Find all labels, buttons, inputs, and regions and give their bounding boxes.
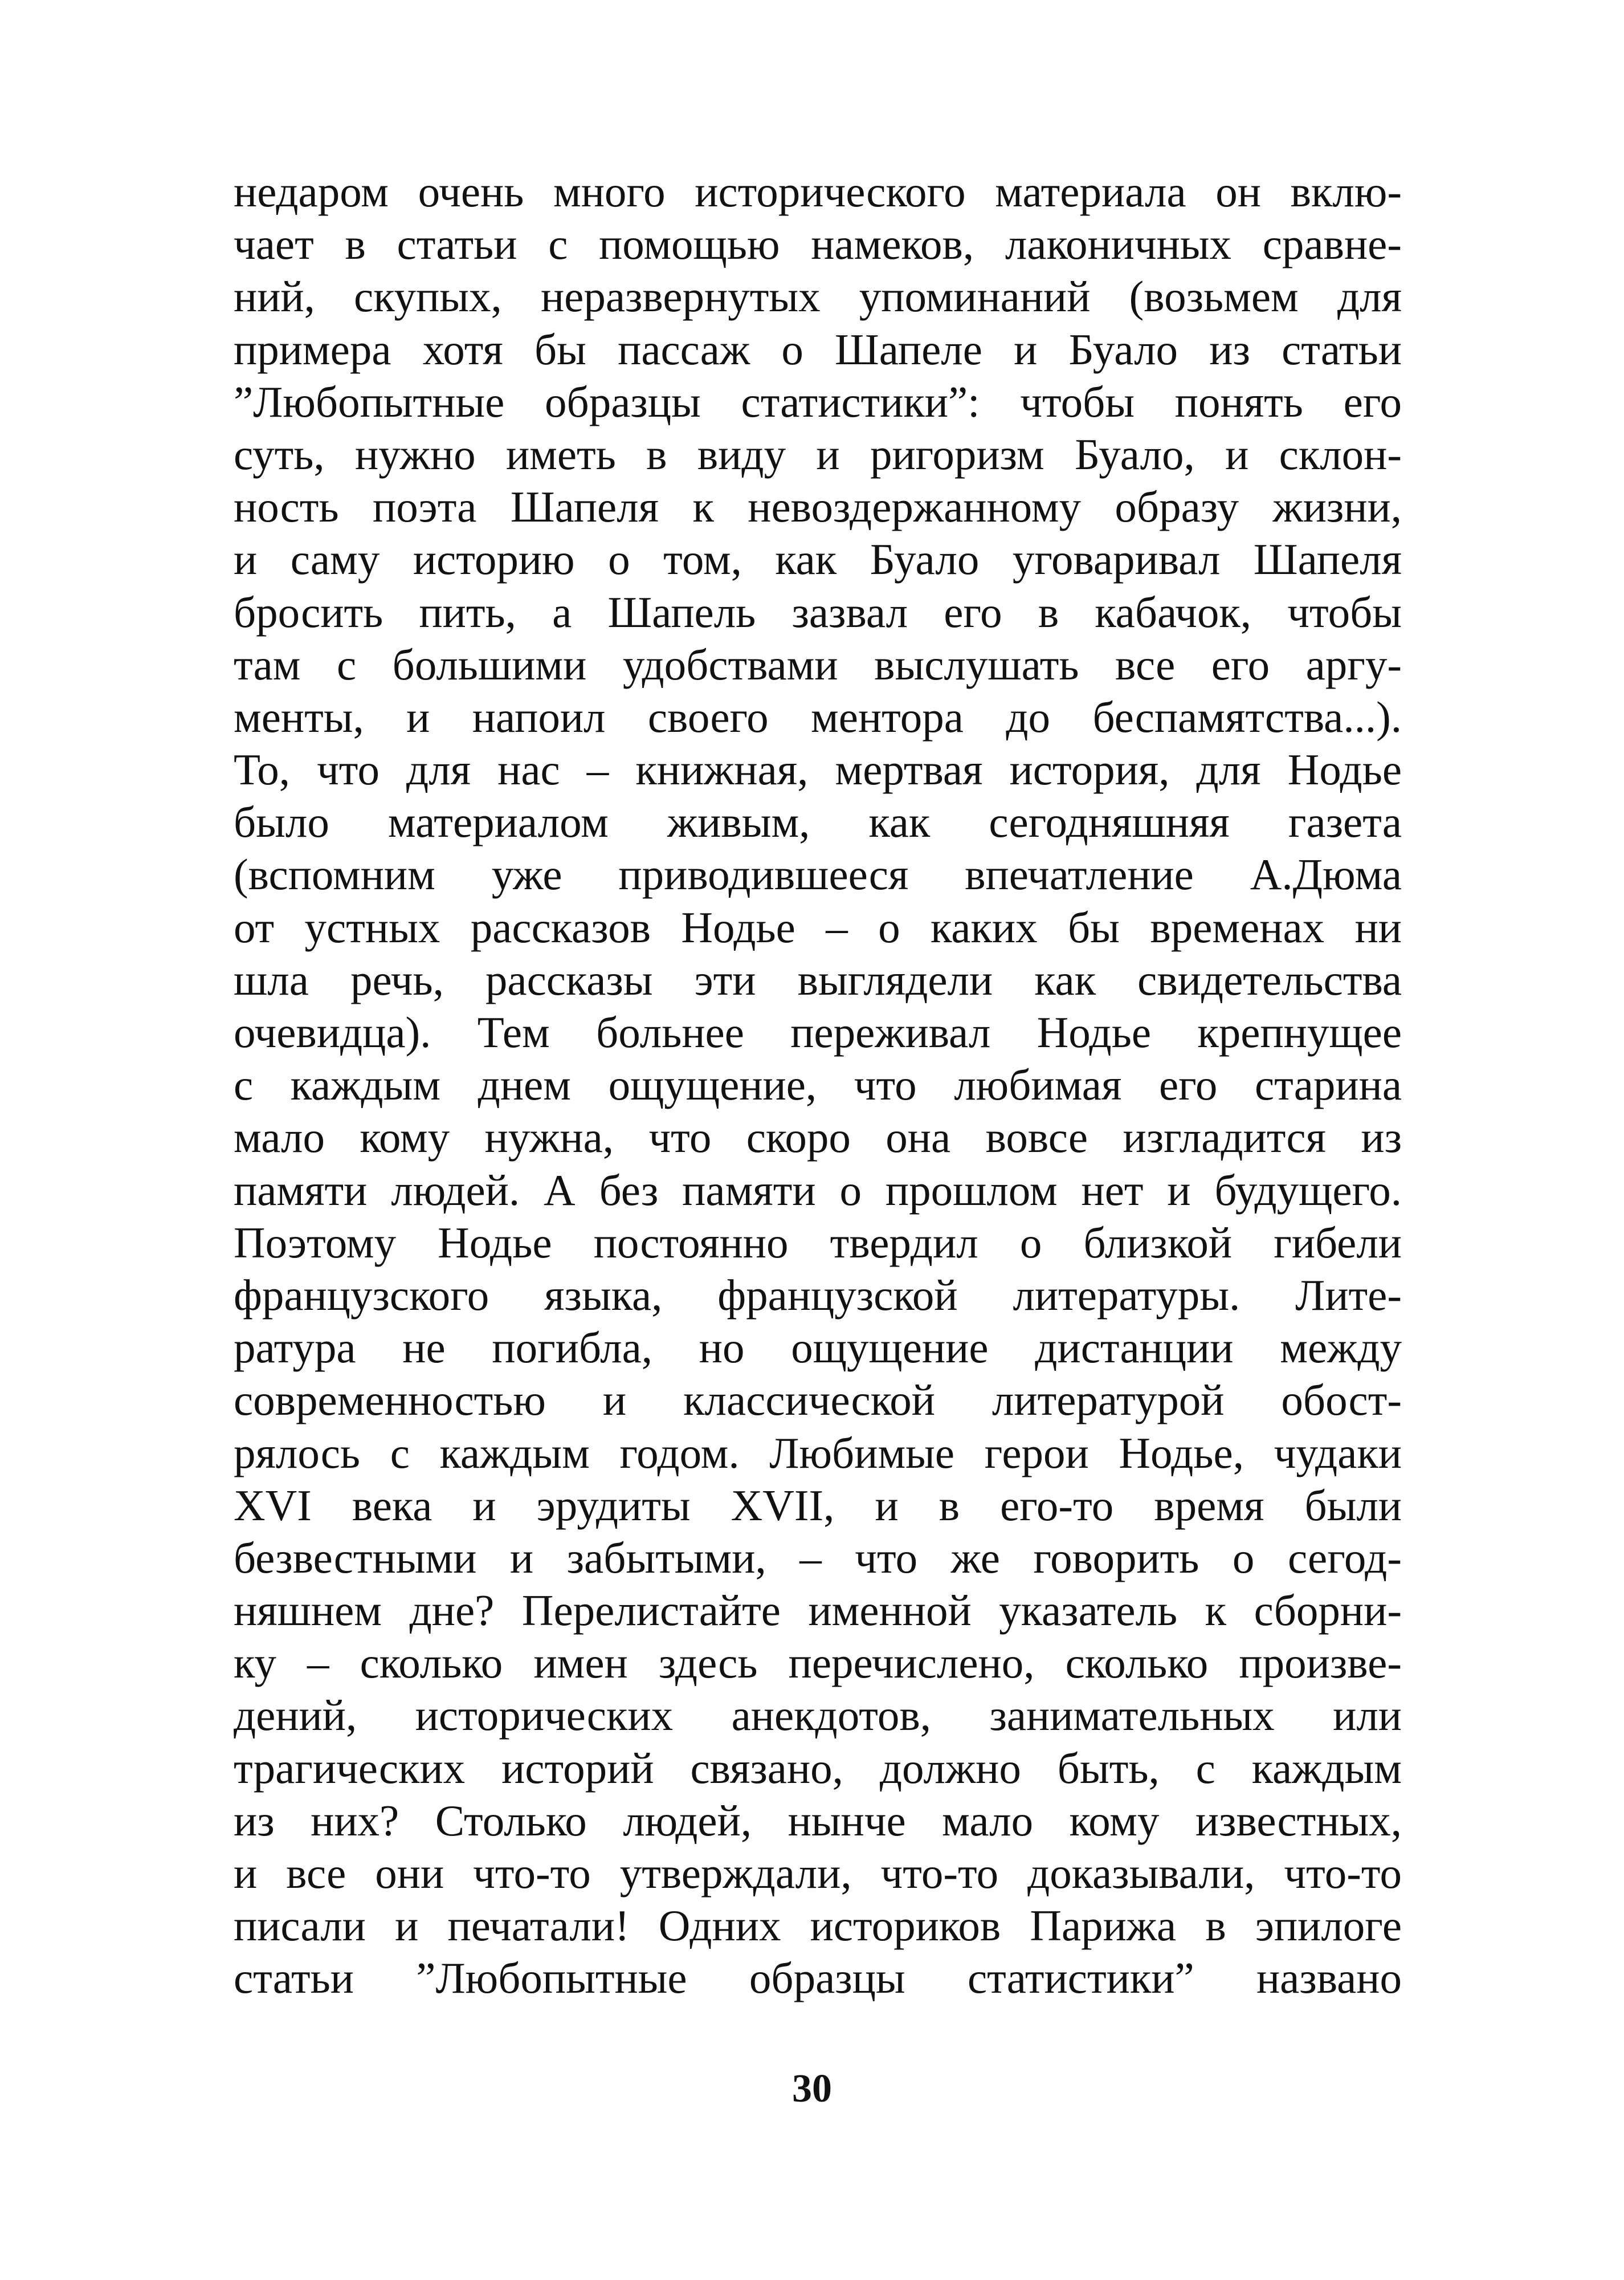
text-line: современностью и классической литературой обост- [234,1375,1402,1425]
text-line: суть, нужно иметь в виду и ригоризм Буало, и склон- [234,429,1402,479]
text-line: бросить пить, а Шапель зазвал его в кабачок, чтобы [234,587,1402,637]
text-line: французского языка, французской литературы. Лите- [234,1270,1402,1320]
text-line: рялось с каждым годом. Любимые герои Нодье, чудаки [234,1428,1402,1477]
body-text [234,165,1402,2005]
text-line: шла речь, рассказы эти выглядели как свидетельства [234,955,1402,1004]
text-line: мало кому нужна, что скоро она вовсе изгладится из [234,1113,1402,1162]
text-line: и саму историю о том, как Буало уговаривал Шапеля [234,535,1402,584]
text-line: недаром очень много исторического материала он вклю- [234,167,1402,216]
text-line: там с большими удобствами выслушать все его аргу- [234,640,1402,689]
text-line: (вспомним уже приводившееся впечатление А.Дюма [234,850,1402,899]
text-line: примера хотя бы пассаж о Шапеле и Буало из статьи [234,324,1402,374]
text-line: ность поэта Шапеля к невоздержанному образу жизни, [234,482,1402,532]
text-line: с каждым днем ощущение, что любимая его старина [234,1060,1402,1110]
text-line: ку – сколько имен здесь перечислено, сколько произве- [234,1638,1402,1688]
text-line: безвестными и забытыми, – что же говорить о сегод- [234,1533,1402,1582]
text-line: XVI века и эрудиты XVII, и в его-то время были [234,1480,1402,1530]
text-line: дений, исторических анекдотов, занимательных или [234,1691,1402,1740]
text-line: То, что для нас – книжная, мертвая история, для Нодье [234,745,1402,795]
text-line: из них? Столько людей, нынче мало кому известных, [234,1795,1402,1845]
text-line: Поэтому Нодье постоянно твердил о близкой гибели [234,1218,1402,1267]
text-line: было материалом живым, как сегодняшняя газета [234,797,1402,847]
text-line: чает в статьи с помощью намеков, лаконичных сравне- [234,219,1402,269]
text-line: няшнем дне? Перелистайте именной указатель к сборни- [234,1586,1402,1635]
text-line: менты, и напоил своего ментора до беспамятства...). [234,692,1402,742]
text-line: писали и печатали! Одних историков Парижа в эпилоге [234,1901,1402,1951]
text-line: ”Любопытные образцы статистики”: чтобы понять его [234,377,1402,426]
text-line: памяти людей. А без памяти о прошлом нет и будущего. [234,1165,1402,1215]
text-line: от устных рассказов Нодье – о каких бы временах ни [234,902,1402,952]
text-line: ратура не погибла, но ощущение дистанции между [234,1323,1402,1373]
text-line: и все они что-то утверждали, что-то доказывали, что-то [234,1849,1402,1898]
text-line: статьи ”Любопытные образцы статистики” названо [234,1953,1402,2003]
page-number: 30 [792,2067,832,2111]
text-line: очевидца). Тем больнее переживал Нодье крепнущее [234,1008,1402,1057]
text-line: трагических историй связано, должно быть, с каждым [234,1743,1402,1793]
text-line: ний, скупых, неразвернутых упоминаний (возьмем для [234,272,1402,321]
